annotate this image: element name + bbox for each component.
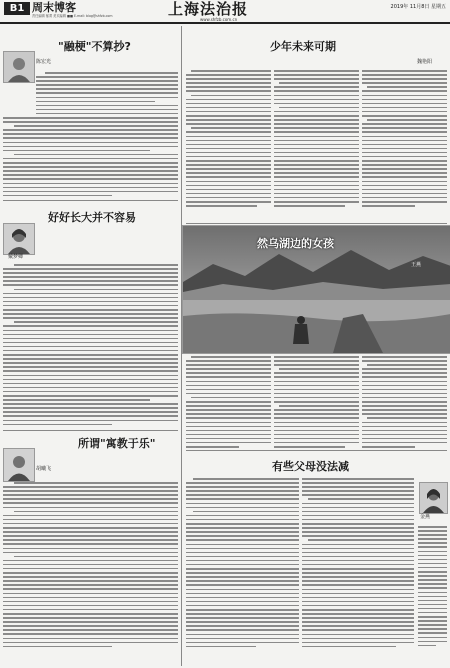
- page-number-badge: B1: [4, 2, 30, 15]
- article-4-author: 王燕: [411, 262, 422, 268]
- author-portrait-3: [3, 223, 35, 255]
- article-3-author: 戴梦卿: [8, 254, 24, 260]
- author-portrait-6: [419, 482, 448, 514]
- article-5-author: 胡曦飞: [36, 466, 52, 472]
- article-1-author: 陈宏光: [36, 59, 52, 65]
- article-2-author: 魏艳阳: [417, 59, 433, 65]
- section-title: 周末博客: [32, 1, 76, 14]
- article-6-body-tail: [418, 526, 447, 649]
- article-3-divider: [3, 430, 178, 431]
- author-portrait-5: [3, 448, 35, 482]
- article-1-divider: [3, 200, 178, 201]
- article-2-title: 少年未来可期: [270, 40, 336, 53]
- article-6-author: 金燕: [420, 514, 431, 520]
- article-2-divider: [186, 223, 447, 224]
- article-1-body-top: [36, 72, 178, 117]
- author-portrait-1: [3, 51, 35, 83]
- article-1-body: [3, 117, 178, 199]
- article-1-title: "融梗"不算抄?: [58, 40, 131, 53]
- editors-line: 责任编辑 郁菁 美术编辑 ■■ E-mail: blog@shfzb.com: [32, 14, 113, 18]
- article-4-divider: [186, 450, 447, 451]
- article-3-title: 好好长大并不容易: [48, 211, 136, 224]
- issue-date: 2019年 11月8日 星期五: [390, 4, 446, 10]
- article-4-title: 然乌湖边的女孩: [257, 237, 334, 250]
- article-5-body: [3, 482, 178, 650]
- article-6-title: 有些父母没法减: [272, 460, 349, 473]
- header-rule: [0, 22, 450, 24]
- website-url: www.shfzb.com.cn: [200, 17, 238, 22]
- article-5-title: 所谓"寓教于乐": [78, 437, 156, 450]
- newspaper-masthead: 上海法治报: [168, 0, 249, 18]
- article-4-body: [186, 356, 447, 450]
- article-3-body: [3, 264, 178, 428]
- article-6-body: [186, 478, 414, 650]
- article-2-body: [186, 70, 447, 209]
